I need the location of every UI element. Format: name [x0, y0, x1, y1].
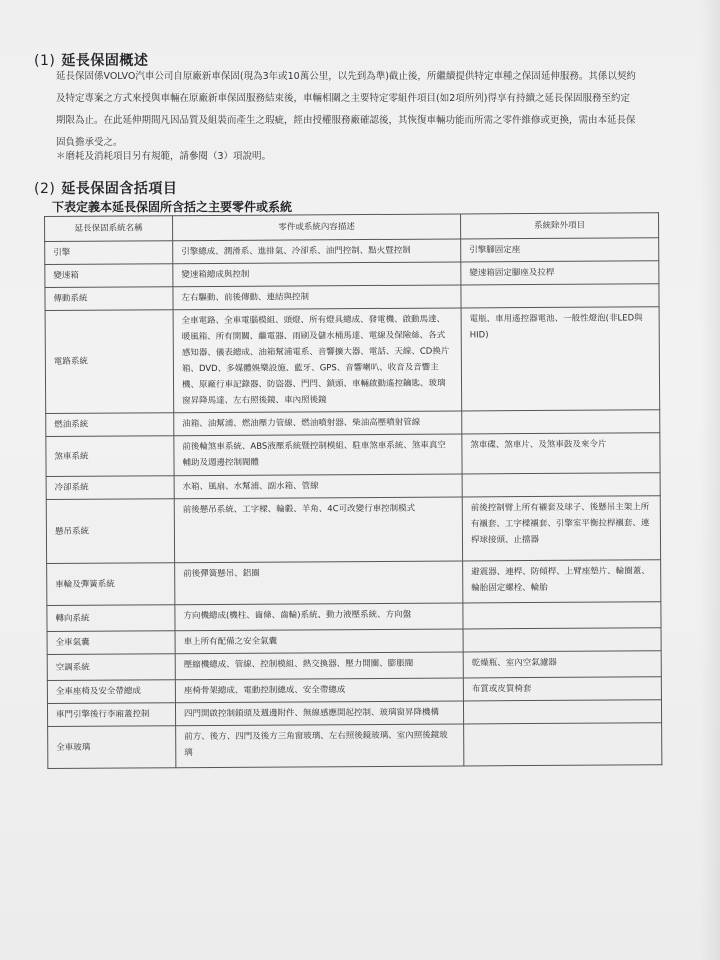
row-system-name: 懸吊系統 — [46, 499, 174, 564]
table-row — [45, 307, 660, 414]
row-description: 引擎總成、潤滑系、進排氣、冷卻系、油門控制、點火暨控制 — [173, 239, 461, 264]
row-excluded: 布質或皮質椅套 — [463, 677, 661, 701]
row-system-name: 變速箱 — [45, 264, 173, 288]
row-system-name: 全車玻璃 — [48, 726, 176, 769]
table-row — [47, 602, 661, 632]
row-system-name: 傳動系統 — [45, 287, 173, 311]
row-system-name: 全車座椅及安全帶總成 — [47, 680, 175, 704]
row-system-name: 引擎 — [45, 241, 173, 265]
header-description: 零件或系統內容描述 — [173, 214, 461, 241]
row-system-name: 燃油系統 — [46, 413, 174, 437]
row-excluded: 避震器、連桿、防傾桿、上臂座墊片、輪圈蓋、輪胎固定螺栓、輪胎 — [463, 560, 661, 603]
row-description: 前後懸吊系統、工字樑、輪轂、羊角、4C可改變行車控制模式 — [174, 497, 462, 563]
row-excluded — [462, 410, 660, 434]
row-description: 車上所有配備之安全氣囊 — [175, 629, 463, 654]
row-excluded — [463, 602, 661, 629]
section-1-paragraph — [56, 66, 666, 154]
row-description: 前後輪煞車系統、ABS液壓系統暨控制模組、駐車煞車系統、煞車真空輔助及週邊控制閥體 — [174, 434, 462, 476]
row-description: 左右驅動、前後傳動、連結與控制 — [173, 285, 461, 310]
row-description: 全車電路、全車電腦模組、頭燈、所有燈具總成、發電機、啟動馬達、暖風箱、所有開關、繼電器、雨刷及儲水桶馬達、電線及保險絲、各式感知器、儀表總成、油箱幫浦電系、音響擴大器、電話、天線、CD換片箱、DVD、多媒體娛樂設施、藍牙、GPS、音響喇叭、收音及音響主機、原廠行車記錄器、防盜器、門閂、鎖頭、車輛啟動遙控鑰匙、玻璃窗昇降馬達、左右照後鏡、車內照後鏡 — [173, 308, 462, 413]
row-excluded — [461, 284, 659, 308]
row-description: 油箱、油幫浦、燃油壓力管線、燃油噴射器、柴油高壓噴射管線 — [174, 411, 462, 436]
row-excluded: 變速箱固定腳座及拉桿 — [461, 261, 659, 285]
paragraph-line: 期限為止。在此延伸期間凡因品質及組裝而產生之瑕疵，經由授權服務廠確認後，其恢復車輛功能而所需之零件維修或更換，需由本延長保 — [56, 115, 636, 126]
section-1-number: (1) — [34, 53, 56, 69]
table-row — [47, 560, 661, 606]
row-description: 壓縮機總成、管線、控制模組、熱交換器、壓力開關、膨脹閥 — [175, 652, 463, 680]
row-description: 座椅骨架總成、電動控制總成、安全帶總成 — [175, 678, 463, 703]
table-header-row — [45, 213, 659, 242]
row-system-name: 車輪及彈簧系統 — [47, 563, 175, 606]
row-excluded — [462, 473, 660, 497]
section-1-note: ＊磨耗及消耗項目另有規範，請參閱（3）項說明。 — [56, 151, 272, 162]
paragraph-line: 及特定專案之方式來授與車輛在原廠新車保固服務結束後，車輛相關之主要特定零組件項目(如2項所列)得享有持續之延長保固服務至約定 — [56, 93, 630, 104]
row-excluded: 乾燥瓶、室內空氣濾器 — [463, 651, 661, 678]
paragraph-line: 延長保固係VOLVO汽車公司自原廠新車保固(現為3年或10萬公里，以先到為準)截止後，所繼續提供特定車種之保固延伸服務。其係以契約 — [56, 71, 636, 82]
row-description: 變速箱總成與控制 — [173, 262, 461, 287]
row-excluded: 前後控制臂上所有襯套及球子、後懸吊主架上所有襯套、工字樑襯套、引擎室平衡拉桿襯套、連桿球接頭、止擋器 — [462, 496, 660, 561]
table-body — [45, 238, 662, 769]
row-excluded: 煞車碟、煞車片、及煞車鼓及來令片 — [462, 433, 660, 474]
row-description: 前後彈簧懸吊、鋁圈 — [175, 561, 463, 605]
header-system-name: 延長保固系統名稱 — [45, 216, 173, 242]
table-row — [46, 433, 660, 477]
row-excluded — [463, 628, 661, 652]
row-excluded — [464, 723, 662, 766]
coverage-table — [44, 212, 662, 769]
row-description: 前方、後方、四門及後方三角窗玻璃、左右照後鏡玻璃、室內照後鏡玻璃 — [176, 724, 464, 768]
table-row — [47, 651, 661, 681]
paragraph-line: 固負擔承受之。 — [56, 137, 123, 148]
row-excluded: 電瓶、車用遙控器電池、一般性燈泡(非LED與HID) — [461, 307, 660, 411]
section-1-title: 延長保固概述 — [61, 53, 149, 69]
row-system-name: 冷卻系統 — [46, 476, 174, 500]
row-description: 水箱、風扇、水幫浦、副水箱、管線 — [174, 474, 462, 499]
row-system-name: 轉向系統 — [47, 605, 175, 632]
row-system-name: 車門引擎後行李廂蓋控制 — [47, 703, 175, 727]
table-title: 下表定義本延長保固所含括之主要零件或系統 — [52, 200, 293, 214]
row-excluded: 引擎腳固定座 — [461, 238, 659, 262]
section-2-number: (2) — [34, 181, 56, 197]
row-excluded — [463, 700, 661, 724]
row-system-name: 全車氣囊 — [47, 631, 175, 655]
row-system-name: 煞車系統 — [46, 436, 174, 477]
row-system-name: 電路系統 — [45, 310, 174, 414]
table-row — [48, 723, 662, 769]
row-description: 方向機總成(機柱、齒條、齒輪)系統、動力液壓系統、方向盤 — [175, 603, 463, 631]
section-2-heading — [34, 178, 177, 198]
row-description: 四門開啟控制鎖頭及週邊附件、無線感應開起控制、玻璃窗昇降機構 — [175, 701, 463, 726]
section-2-title: 延長保固含括項目 — [61, 181, 178, 197]
table-row — [46, 496, 660, 564]
header-excluded: 系統除外項目 — [460, 213, 658, 239]
row-system-name: 空調系統 — [47, 654, 175, 681]
